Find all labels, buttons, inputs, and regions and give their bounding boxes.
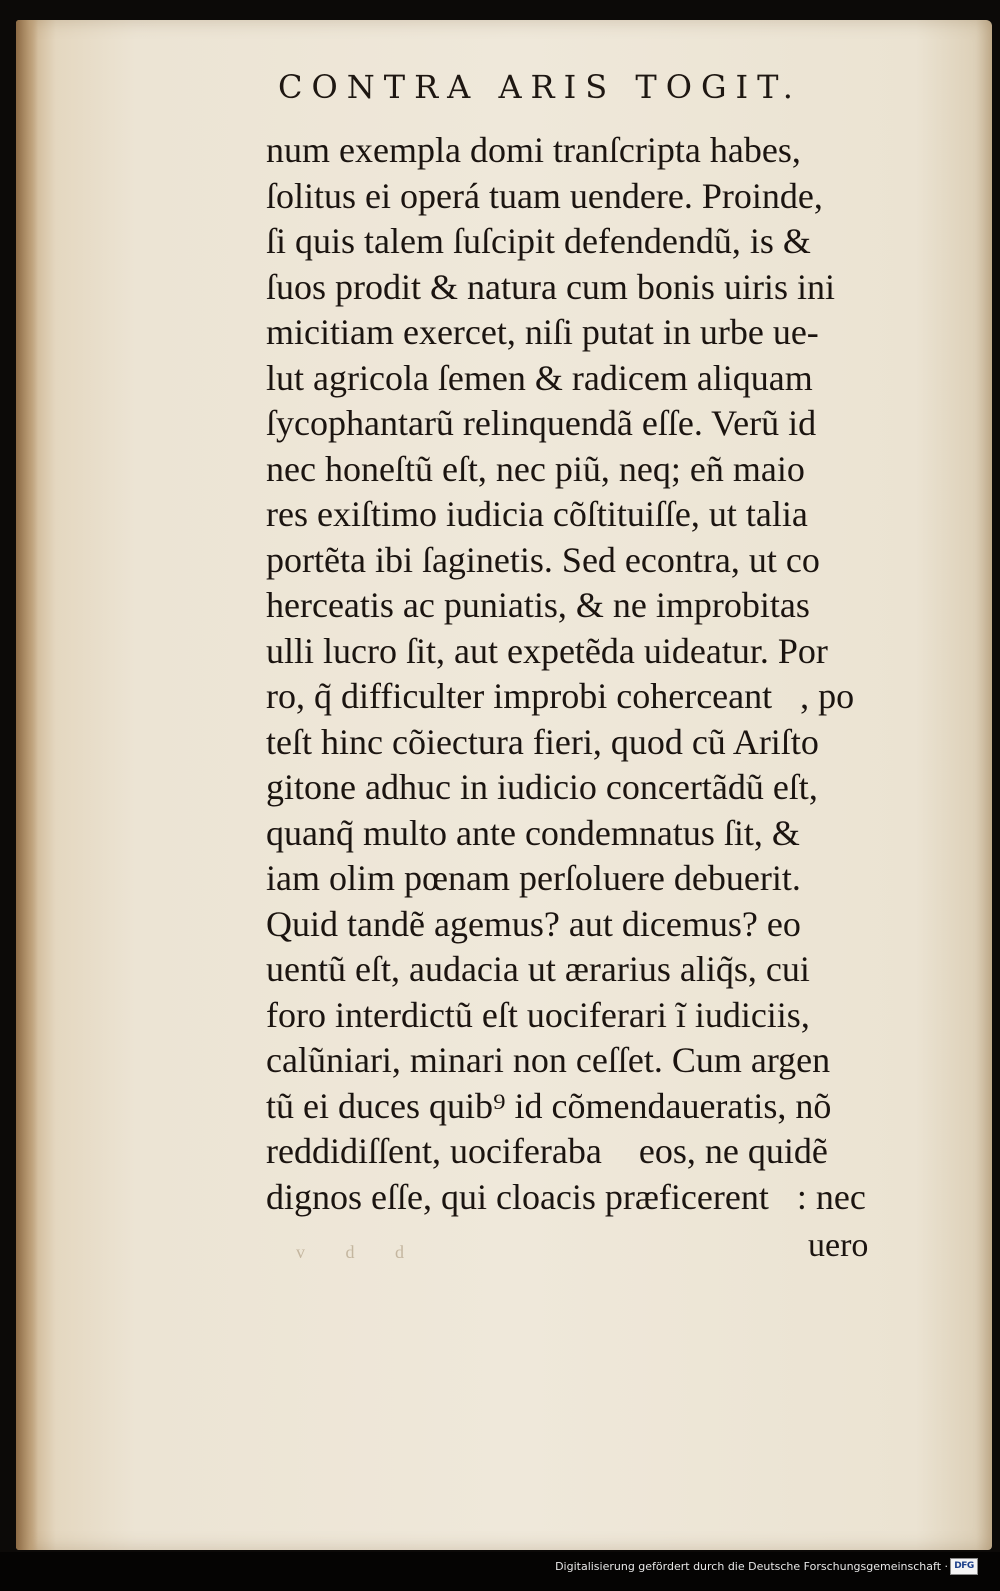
text-line: portẽta ibi ſaginetis. Sed econtra, ut co <box>266 539 820 580</box>
text-line: ſuos prodit & natura cum bonis uiris ini <box>266 266 835 307</box>
body-text <box>266 128 906 1220</box>
text-line: herceatis ac puniatis, & ne improbitas <box>266 585 810 625</box>
dfg-logo: DFG <box>950 1558 978 1575</box>
text-line: num exempla domi tranſcripta habes, <box>266 130 801 170</box>
text-line: gitone adhuc in iudicio concertãdũ eſt, <box>266 767 818 807</box>
page-spine-shadow <box>16 20 38 1550</box>
text-line: Quid tandẽ agemus? aut dicemus? eo <box>266 903 801 944</box>
text-line: ro, q̃ difficulter improbi coherceant᷑, po <box>266 676 855 716</box>
text-line: teſt hinc cõiectura fieri, quod cũ Ariſto <box>266 721 819 762</box>
text-line: reddidiſſent, uociferaba᷑ eos, ne quidẽ <box>266 1131 828 1171</box>
text-line: res exiſtimo iudicia cõſtituiſſe, ut talia <box>266 494 808 534</box>
text-line: dignos eſſe, qui cloacis præficerent᷑: nec <box>266 1176 866 1217</box>
text-line: ſycophantarũ relinquendã eſſe. Verũ id <box>266 403 817 443</box>
text-line: quanq̃ multo ante condemnatus ſit, & <box>266 812 800 853</box>
text-line: ulli lucro ſit, aut expetẽda uideatur. Por <box>266 630 828 671</box>
catchword: uero <box>808 1227 869 1264</box>
text-line: tũ ei duces quib⁹ id cõmendaueratis, nõ <box>266 1085 832 1126</box>
text-line: lut agricola ſemen & radicem aliquam <box>266 357 813 398</box>
signature-mark: v d d <box>296 1242 422 1262</box>
text-line: micitiam exercet, niſi putat in urbe ue- <box>266 312 819 352</box>
text-line: uentũ eſt, audacia ut ærarius aliq̃s, cui <box>266 949 810 989</box>
text-line: foro interdictũ eſt uociferari ĩ iudiciis, <box>266 994 810 1035</box>
text-line: ſolitus ei operá tuam uendere. Proinde, <box>266 175 823 216</box>
text-line: calũniari, minari non ceſſet. Cum argen <box>266 1040 831 1080</box>
footer-credit: Digitalisierung gefördert durch die Deutsche Forschungsgemeinschaft · <box>555 1560 948 1573</box>
running-head: CONTRA ARIS TOGIT. <box>278 68 802 106</box>
text-line: nec honeſtũ eſt, nec piũ, neq; eñ maio <box>266 448 805 489</box>
text-line: ſi quis talem ſuſcipit defendendũ, is & <box>266 221 811 261</box>
text-line: iam olim pœnam perſoluere debuerit. <box>266 858 801 898</box>
